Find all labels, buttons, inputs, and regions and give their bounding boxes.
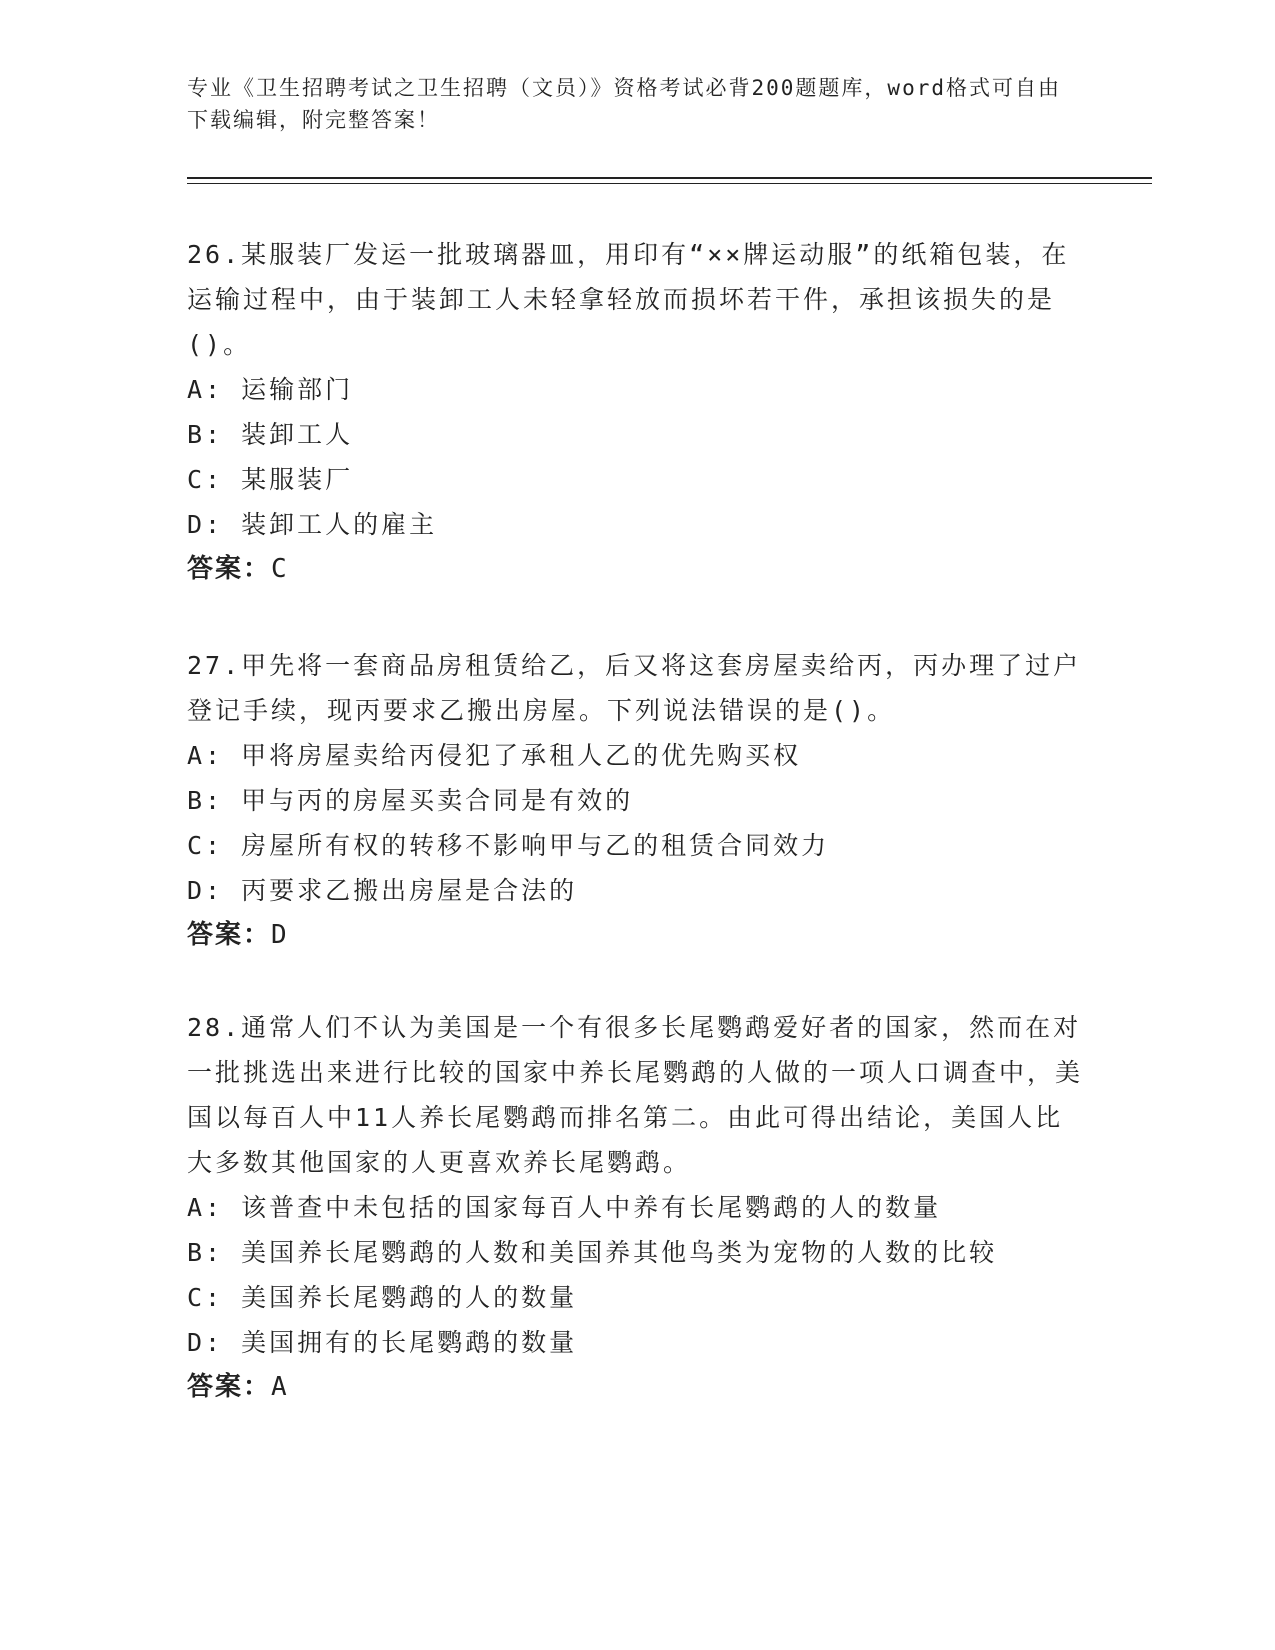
question-stem: 27.甲先将一套商品房租赁给乙，后又将这套房屋卖给丙，丙办理了过户登记手续，现丙要求乙搬出房屋。下列说法错误的是()。 (187, 651, 1082, 725)
question-27 (187, 643, 1087, 958)
option-b: B: 美国养长尾鹦鹉的人数和美国养其他鸟类为宠物的人数的比较 (187, 1238, 998, 1267)
answer-value: D (271, 920, 289, 950)
question-26 (187, 232, 1087, 592)
option-c: C: 房屋所有权的转移不影响甲与乙的租赁合同效力 (187, 831, 830, 860)
answer-line (187, 1365, 1087, 1410)
option-d: D: 丙要求乙搬出房屋是合法的 (187, 876, 578, 905)
header-divider-thick (187, 177, 1152, 179)
question-stem: 28.通常人们不认为美国是一个有很多长尾鹦鹉爱好者的国家，然而在对一批挑选出来进行比较的国家中养长尾鹦鹉的人做的一项人口调查中，美国以每百人中11人养长尾鹦鹉而排名第二。由此可得出结论，美国人比大多数其他国家的人更喜欢养长尾鹦鹉。 (187, 1013, 1084, 1177)
question-stem: 26.某服装厂发运一批玻璃器皿，用印有“××牌运动服”的纸箱包装，在运输过程中，由于装卸工人未轻拿轻放而损坏若干件，承担该损失的是()。 (187, 240, 1070, 359)
option-a: A: 运输部门 (187, 375, 354, 404)
header-divider-thin (187, 183, 1152, 184)
answer-label: 答案： (187, 1372, 272, 1402)
option-c: C: 某服装厂 (187, 465, 354, 494)
option-d: D: 美国拥有的长尾鹦鹉的数量 (187, 1328, 578, 1357)
document-header: 专业《卫生招聘考试之卫生招聘（文员）》资格考试必背200题题库，word格式可自由下载编辑，附完整答案！ (187, 76, 1061, 132)
option-d: D: 装卸工人的雇主 (187, 510, 438, 539)
option-c: C: 美国养长尾鹦鹉的人的数量 (187, 1283, 578, 1312)
answer-label: 答案： (187, 920, 272, 950)
answer-line (187, 547, 1087, 592)
option-a: A: 该普查中未包括的国家每百人中养有长尾鹦鹉的人的数量 (187, 1193, 942, 1222)
answer-value: C (271, 554, 289, 584)
option-a: A: 甲将房屋卖给丙侵犯了承租人乙的优先购买权 (187, 741, 802, 770)
option-b: B: 装卸工人 (187, 420, 354, 449)
answer-line (187, 913, 1087, 958)
answer-value: A (271, 1372, 289, 1402)
option-b: B: 甲与丙的房屋买卖合同是有效的 (187, 786, 634, 815)
answer-label: 答案： (187, 554, 272, 584)
question-28 (187, 1005, 1087, 1410)
